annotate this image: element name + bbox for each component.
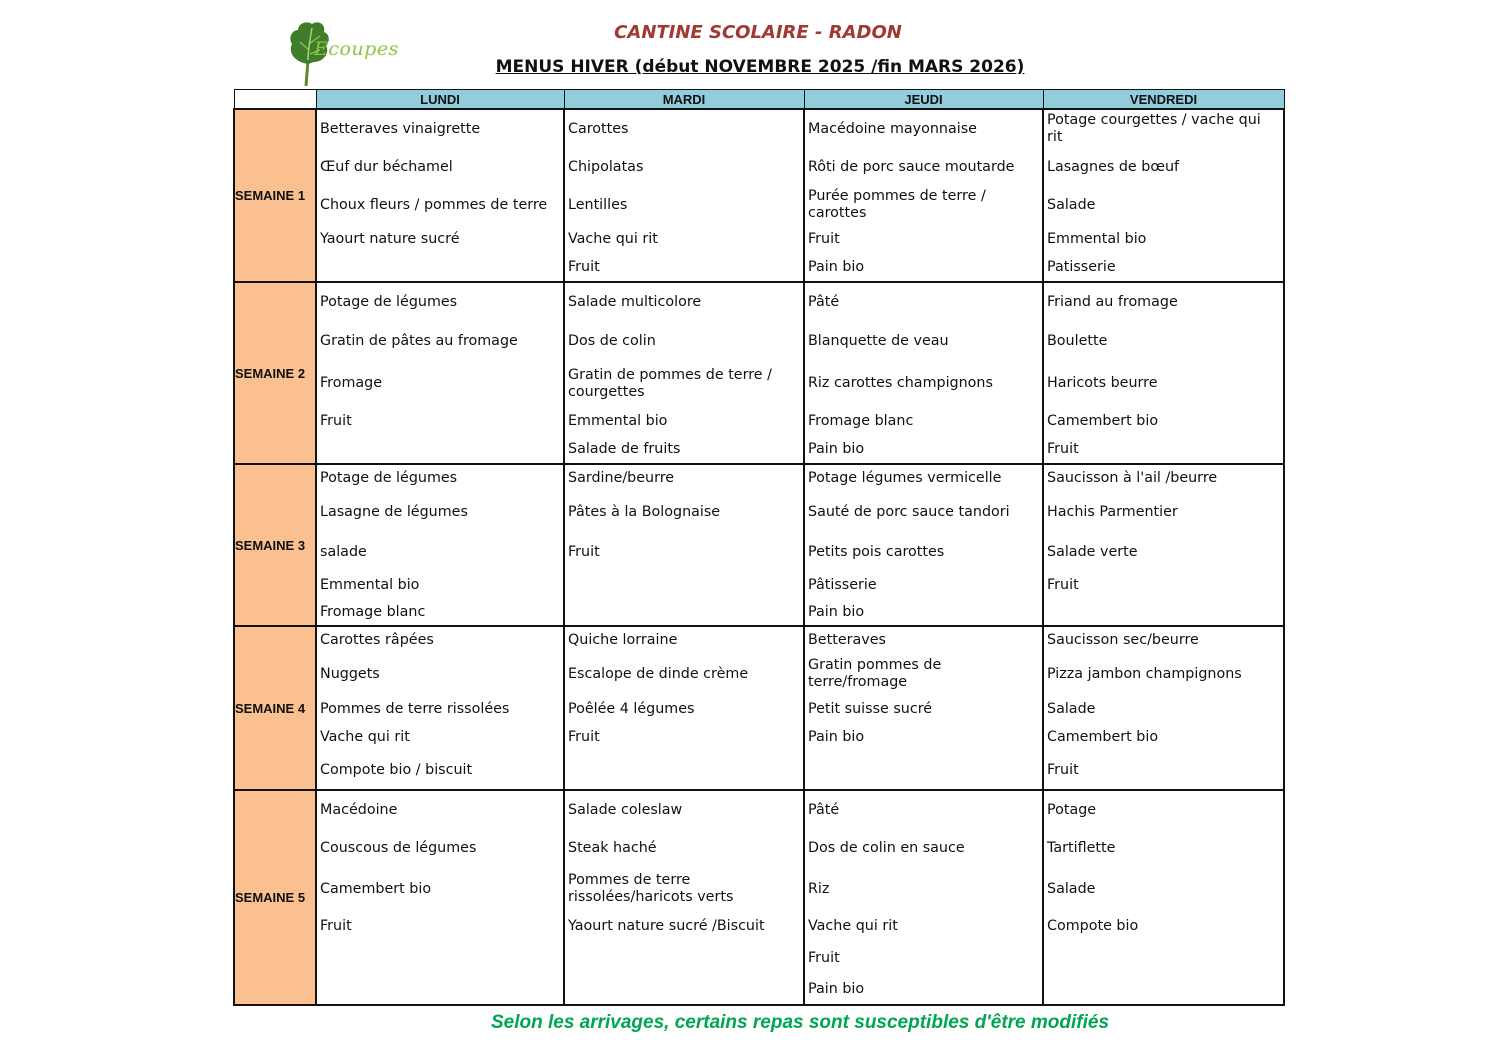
menu-item: Salade de fruits <box>568 441 681 457</box>
menu-item: Haricots beurre <box>1047 375 1158 391</box>
menu-item: Nuggets <box>320 665 380 682</box>
menu-item: Gratin pommes de terre/fromage <box>808 657 942 690</box>
menu-item: Purée pommes de terre / carottes <box>808 188 986 221</box>
menu-item: Escalope de dinde crème <box>568 665 749 682</box>
menu-item: Compote bio / biscuit <box>320 761 473 778</box>
day-cell <box>316 790 564 1005</box>
menu-item: Fruit <box>1047 576 1079 593</box>
day-cell <box>564 464 804 626</box>
menu-item: Carottes <box>568 120 629 137</box>
week-row <box>234 109 1284 282</box>
menu-item: Lentilles <box>568 196 628 213</box>
menu-item: Yaourt nature sucré <box>320 230 460 247</box>
menu-item: Couscous de légumes <box>320 839 477 856</box>
menu-item: Vache qui rit <box>320 728 410 745</box>
menu-item: Boulette <box>1047 333 1108 349</box>
menu-item: Macédoine <box>320 801 398 818</box>
menu-item: Sardine/beurre <box>568 469 675 486</box>
menu-item: Macédoine mayonnaise <box>808 120 977 137</box>
menu-item <box>565 571 803 599</box>
menu-item: Petit suisse sucré <box>808 700 933 717</box>
menu-item <box>565 975 803 1004</box>
menu-item: Pâté <box>808 801 840 818</box>
menu-item: Fruit <box>320 412 352 429</box>
header-day: VENDREDI <box>1043 90 1284 110</box>
menu-item: Saucisson sec/beurre <box>1047 631 1199 648</box>
menu-item: Pommes de terre rissolées <box>320 700 510 717</box>
menu-item: Petits pois carottes <box>808 543 945 560</box>
menu-item: Fruit <box>1047 441 1079 457</box>
menu-item: Lasagne de légumes <box>320 503 468 520</box>
menu-item: Potage <box>1047 801 1097 818</box>
menu-item: Fromage blanc <box>320 603 426 620</box>
day-cell <box>1043 464 1284 626</box>
menu-item: Camembert bio <box>320 880 432 897</box>
day-cell <box>316 282 564 464</box>
menu-item: Pâtes à la Bolognaise <box>568 503 721 520</box>
day-cell <box>564 626 804 790</box>
menu-item <box>565 751 803 789</box>
menu-item: Emmental bio <box>320 576 420 593</box>
week-label: SEMAINE 1 <box>234 109 316 282</box>
day-cell <box>1043 626 1284 790</box>
week-row <box>234 282 1284 464</box>
menu-item: Camembert bio <box>1047 728 1159 745</box>
menu-item: Rôti de porc sauce moutarde <box>808 158 1015 175</box>
menu-item: Salade <box>1047 880 1096 897</box>
menu-item: Saucisson à l'ail /beurre <box>1047 469 1218 486</box>
page-title: CANTINE SCOLAIRE - RADON <box>614 22 902 43</box>
menu-item: Lasagnes de bœuf <box>1047 158 1180 175</box>
menu-item: Potage courgettes / vache qui rit <box>1047 112 1261 145</box>
header-day: MARDI <box>564 90 804 110</box>
menu-item: Salade multicolore <box>568 294 702 310</box>
menu-item: Dos de colin <box>568 333 656 349</box>
header-day: LUNDI <box>316 90 564 110</box>
menu-item: Emmental bio <box>568 412 668 429</box>
menu-item: Potage de légumes <box>320 469 458 486</box>
day-cell <box>1043 790 1284 1005</box>
menu-item <box>565 941 803 975</box>
day-cell <box>804 109 1043 282</box>
menu-item: Compote bio <box>1047 917 1139 934</box>
menu-item: Camembert bio <box>1047 412 1159 429</box>
menu-item: Salade <box>1047 196 1096 213</box>
day-cell <box>564 790 804 1005</box>
menu-item: Fruit <box>568 728 600 745</box>
day-cell <box>316 626 564 790</box>
menu-item: Fruit <box>808 949 840 966</box>
menu-item: Poêlée 4 légumes <box>568 700 695 717</box>
menu-item: Tartiflette <box>1047 839 1116 856</box>
menu-item: Pizza jambon champignons <box>1047 665 1242 682</box>
menu-item <box>565 599 803 625</box>
menu-item: Potage légumes vermicelle <box>808 469 1002 486</box>
menu-item: Riz <box>808 880 830 897</box>
menu-item: Emmental bio <box>1047 230 1147 247</box>
day-cell <box>804 464 1043 626</box>
menu-item: Vache qui rit <box>568 230 658 247</box>
menu-item: Yaourt nature sucré /Biscuit <box>568 917 765 934</box>
menu-item: Chipolatas <box>568 158 644 175</box>
menu-item <box>1044 975 1283 1004</box>
menu-item: Vache qui rit <box>808 917 898 934</box>
menu-item <box>317 941 563 975</box>
menu-item: Pâté <box>808 294 840 310</box>
menu-item: Fromage <box>320 375 383 391</box>
menu-item: Pain bio <box>808 728 865 745</box>
menu-item: Patisserie <box>1047 259 1116 275</box>
menu-item: Friand au fromage <box>1047 294 1178 310</box>
menu-item: Steak haché <box>568 839 657 856</box>
header-day: JEUDI <box>804 90 1043 110</box>
day-cell <box>564 109 804 282</box>
week-row <box>234 626 1284 790</box>
menu-table <box>233 89 1285 1006</box>
day-cell <box>804 282 1043 464</box>
menu-item: Betteraves vinaigrette <box>320 120 481 137</box>
menu-item: Blanquette de veau <box>808 333 949 349</box>
menu-item: Riz carottes champignons <box>808 375 993 391</box>
menu-item: Pommes de terre rissolées/haricots verts <box>568 872 734 905</box>
menu-item: Dos de colin en sauce <box>808 839 965 856</box>
menu-item <box>1044 941 1283 975</box>
menu-item: Betteraves <box>808 631 886 648</box>
menu-item: Salade coleslaw <box>568 801 683 818</box>
week-row <box>234 464 1284 626</box>
week-label: SEMAINE 2 <box>234 282 316 464</box>
day-cell <box>1043 109 1284 282</box>
menu-item: Pâtisserie <box>808 576 877 593</box>
menu-item: Potage de légumes <box>320 294 458 310</box>
menu-item: Quiche lorraine <box>568 631 678 648</box>
menu-item: Fromage blanc <box>808 412 914 429</box>
menu-item: Sauté de porc sauce tandori <box>808 503 1010 520</box>
header-row <box>234 90 1284 110</box>
day-cell <box>316 464 564 626</box>
day-cell <box>316 109 564 282</box>
menu-item: Fruit <box>568 259 600 275</box>
week-label: SEMAINE 5 <box>234 790 316 1005</box>
day-cell <box>1043 282 1284 464</box>
menu-item <box>1044 599 1283 625</box>
header-corner <box>234 90 316 110</box>
menu-item <box>805 751 1042 789</box>
menu-item: Fruit <box>808 230 840 247</box>
menu-item: Pain bio <box>808 441 865 457</box>
week-label: SEMAINE 3 <box>234 464 316 626</box>
menu-item: Hachis Parmentier <box>1047 503 1178 520</box>
day-cell <box>804 790 1043 1005</box>
menu-item <box>317 436 563 463</box>
menu-item: Pain bio <box>808 603 865 620</box>
logo-text: Ecoupes <box>314 38 399 60</box>
menu-item <box>317 975 563 1004</box>
menu-item: Pain bio <box>808 981 865 997</box>
menu-item: Gratin de pâtes au fromage <box>320 333 518 349</box>
menu-item: Gratin de pommes de terre / courgettes <box>568 366 772 400</box>
menu-item: Fruit <box>568 543 600 560</box>
footer-note: Selon les arrivages, certains repas sont susceptibles d'être modifiés <box>490 1012 1110 1033</box>
menu-item <box>317 254 563 281</box>
menu-item: Salade verte <box>1047 543 1138 560</box>
menu-item: Fruit <box>320 917 352 934</box>
menu-item: Œuf dur béchamel <box>320 158 453 175</box>
week-label: SEMAINE 4 <box>234 626 316 790</box>
menu-item: salade <box>320 543 367 560</box>
menu-item: Choux fleurs / pommes de terre <box>320 196 548 213</box>
day-cell <box>564 282 804 464</box>
page-subtitle: MENUS HIVER (début NOVEMBRE 2025 /fin MARS 2026) <box>495 57 1025 77</box>
menu-item: Carottes râpées <box>320 631 434 648</box>
menu-item: Salade <box>1047 700 1096 717</box>
week-row <box>234 790 1284 1005</box>
menu-item: Pain bio <box>808 259 865 275</box>
menu-item: Fruit <box>1047 761 1079 778</box>
day-cell <box>804 626 1043 790</box>
